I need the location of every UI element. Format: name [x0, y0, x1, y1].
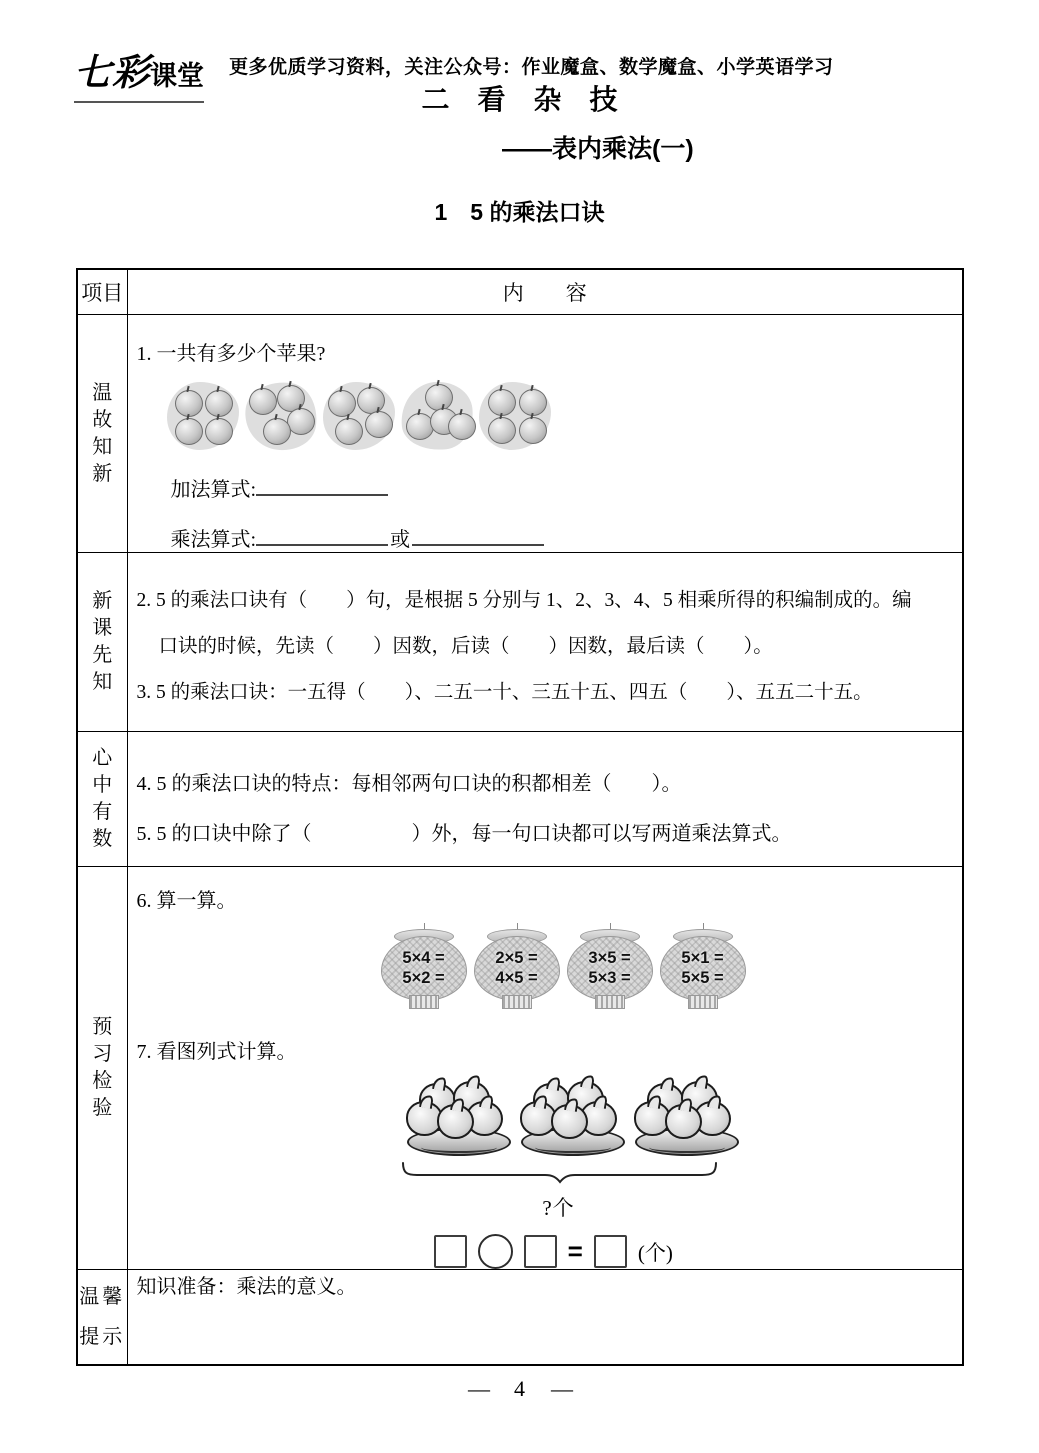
row-tips-content [127, 1270, 963, 1365]
row-review [77, 315, 963, 553]
question-1: 1. 一共有多少个苹果? [136, 343, 326, 365]
page-footer [0, 1376, 1039, 1402]
bun-icon [551, 1104, 588, 1139]
apple-icon [263, 418, 291, 445]
or-label: 或 [390, 529, 411, 551]
apple-icon [365, 411, 393, 438]
lantern-equation: 5×2 = [402, 969, 445, 987]
equals-sign: = [567, 1236, 583, 1266]
multiplication-blank-line-2 [412, 530, 544, 546]
lantern-body [660, 936, 746, 1001]
lantern-fringe [688, 995, 718, 1009]
lantern-equation: 5×5 = [681, 969, 724, 987]
logo-main-text: 七彩 [74, 50, 150, 94]
row-label-cell [77, 1270, 127, 1365]
apple-icon [519, 389, 547, 416]
apple-icon [519, 417, 547, 444]
unit-title: 二 看 杂 技 [421, 84, 618, 115]
row-label-review: 温故知新 [92, 381, 113, 485]
bun-plates-illustration [405, 1078, 957, 1158]
row-preview-check-content [127, 867, 963, 1270]
lantern-equation: 2×5 = [495, 949, 538, 967]
multiplication-equation-line [171, 523, 957, 552]
apple-group [243, 380, 319, 452]
row-review-content [127, 315, 963, 553]
number-box [434, 1235, 467, 1268]
lantern-equation: 5×1 = [681, 949, 724, 967]
plate-of-buns-icon [405, 1078, 509, 1158]
brace-question-label: ?个 [542, 1196, 575, 1220]
apple-icon [205, 418, 233, 445]
question-7: 7. 看图列式计算。 [136, 1041, 297, 1063]
question-2-line-1: 2. 5 的乘法口诀有（ ）句，是根据 5 分别与 1、2、3、4、5 相乘所得的积编制成的。编 [136, 590, 912, 611]
lantern-icon [473, 923, 561, 1011]
apple-group [477, 380, 553, 452]
row-label-cell [77, 315, 127, 553]
tips-text: 知识准备：乘法的意义。 [136, 1276, 357, 1298]
table-header-row [77, 269, 963, 315]
column-header-item: 项目 [77, 269, 127, 315]
number-box [594, 1235, 627, 1268]
equation-unit-label: (个) [637, 1240, 673, 1265]
unit-subtitle: ——表内乘法(一) [502, 135, 694, 163]
row-label-preview-check: 预习检验 [92, 1016, 113, 1119]
question-3: 3. 5 的乘法口诀：一五得（ ）、二五一十、三五十五、四五（ ）、五五二十五。 [136, 682, 873, 703]
lantern-equation: 4×5 = [495, 969, 538, 987]
question-4: 4. 5 的乘法口诀的特点：每相邻两句口诀的积都相差（ ）。 [136, 773, 682, 795]
plate-of-buns-icon [519, 1078, 623, 1158]
addition-equation-line [171, 473, 957, 502]
apple-group [165, 380, 241, 452]
apple-icon [328, 390, 356, 417]
row-new-lesson-content [127, 553, 963, 732]
multiplication-blank-line-1 [256, 530, 388, 546]
apple-icon [406, 413, 434, 440]
apple-icon [175, 418, 203, 445]
lantern-cards [380, 923, 957, 1011]
number-box [524, 1235, 557, 1268]
apple-group [321, 380, 397, 452]
apple-groups-illustration [165, 380, 957, 452]
lantern-body [381, 936, 467, 1001]
brace-annotation [399, 1162, 719, 1222]
lantern-body [567, 936, 653, 1001]
lantern-icon [380, 923, 468, 1011]
apple-icon [425, 384, 453, 411]
question-5: 5. 5 的口诀中除了（ ）外，每一句口诀都可以写两道乘法算式。 [136, 823, 792, 845]
page-number: 4 [514, 1376, 525, 1401]
promo-slogan: 更多优质学习资料，关注公众号：作业魔盒、数学魔盒、小学英语学习 [229, 57, 834, 78]
row-preview-check [77, 867, 963, 1270]
row-label-cell [77, 732, 127, 867]
apple-group [399, 380, 475, 452]
apple-icon [357, 387, 385, 414]
lantern-icon [566, 923, 654, 1011]
apple-icon [448, 413, 476, 440]
row-new-lesson [77, 553, 963, 732]
multiplication-label: 乘法算式: [170, 529, 257, 551]
row-label-tips: 温馨提示 [79, 1285, 126, 1348]
lantern-fringe [502, 995, 532, 1009]
column-header-content: 内 容 [127, 269, 963, 315]
lantern-equation: 3×5 = [588, 949, 631, 967]
lantern-equation: 5×4 = [402, 949, 445, 967]
lesson-title: 1 5 的乘法口诀 [434, 199, 605, 225]
footer-left-dash: — [468, 1376, 488, 1401]
apple-icon [205, 390, 233, 417]
apple-icon [287, 408, 315, 435]
fill-in-equation [151, 1234, 957, 1269]
row-label-cell [77, 867, 127, 1270]
logo-sub-text: 课堂 [150, 61, 204, 91]
lantern-equation: 5×3 = [588, 969, 631, 987]
apple-icon [249, 388, 277, 415]
apple-icon [488, 389, 516, 416]
row-tips [77, 1270, 963, 1365]
lantern-fringe [409, 995, 439, 1009]
worksheet-table [76, 268, 964, 1366]
row-label-cell [77, 553, 127, 732]
row-label-know-by-heart: 心中有数 [92, 747, 113, 850]
addition-blank-line [256, 480, 388, 496]
bun-icon [665, 1104, 702, 1139]
addition-label: 加法算式: [170, 479, 257, 501]
bun-icon [437, 1104, 474, 1139]
row-label-new-lesson: 新课先知 [92, 590, 113, 693]
lantern-fringe [595, 995, 625, 1009]
question-6: 6. 算一算。 [136, 890, 237, 912]
row-know-by-heart-content [127, 732, 963, 867]
curly-brace-icon [399, 1162, 719, 1184]
lantern-body [474, 936, 560, 1001]
footer-right-dash: — [551, 1376, 571, 1401]
apple-icon [335, 418, 363, 445]
lantern-icon [659, 923, 747, 1011]
question-2-line-2: 口诀的时候，先读（ ）因数，后读（ ）因数，最后读（ ）。 [158, 636, 773, 657]
operator-circle [478, 1234, 513, 1269]
apple-icon [488, 417, 516, 444]
row-know-by-heart [77, 732, 963, 867]
plate-of-buns-icon [633, 1078, 737, 1158]
apple-icon [175, 390, 203, 417]
